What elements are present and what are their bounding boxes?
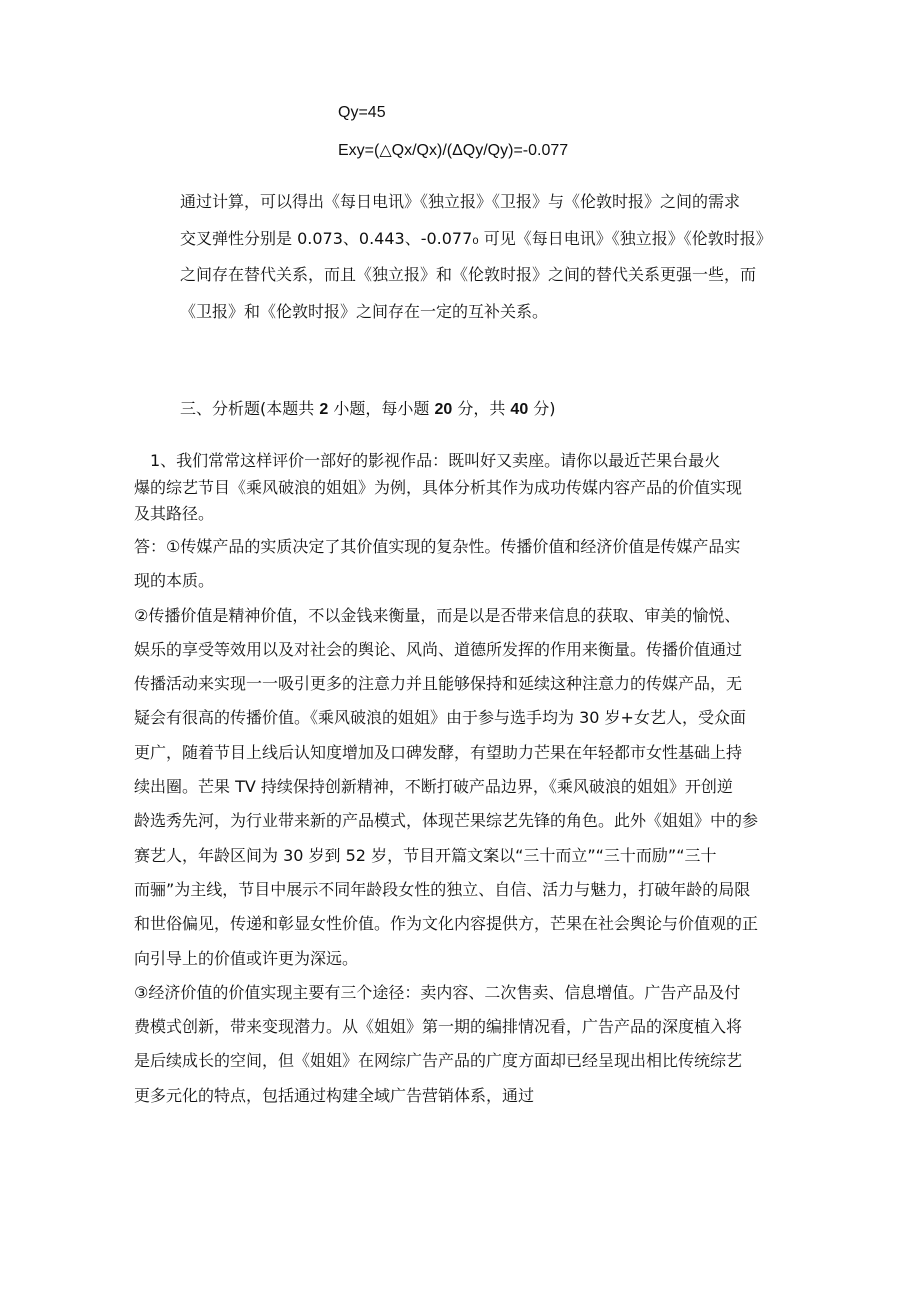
text-line: 1、我们常常这样评价一部好的影视作品：既叫好又卖座。请你以最近芒果台最火: [134, 451, 721, 470]
text-line: 现的本质。: [134, 571, 215, 591]
text-line: 及其路径。: [134, 504, 215, 523]
conclusion-paragraph: [180, 184, 820, 330]
heading-mid2: 分，共: [452, 399, 511, 418]
text-line: ③经济价值的价值实现主要有三个途径：卖内容、二次售卖、信息增值。广告产品及付: [134, 982, 741, 1002]
text-line: 传播活动来实现一一吸引更多的注意力并且能够保持和延续这种注意力的传媒产品，无: [134, 674, 743, 694]
text-line: 《卫报》和《伦敦时报》之间存在一定的互补关系。: [180, 301, 549, 321]
formula-qy: Qy=45: [338, 104, 386, 121]
text-line: 续出圈。芒果 TV 持续保持创新精神，不断打破产品边界，《乘风破浪的姐姐》开创逆: [134, 777, 733, 797]
heading-total: 40: [510, 401, 529, 418]
text-line: 赛艺人，年龄区间为 30 岁到 52 岁，节目开篇文案以“三十而立”“三十而励”“三十: [134, 845, 717, 865]
text-line: 答：①传媒产品的实质决定了其价值实现的复杂性。传播价值和经济价值是传媒产品实: [134, 537, 741, 556]
heading-count: 2: [319, 401, 329, 418]
text-line: 爆的综艺节目《乘风破浪的姐姐》为例，具体分析其作为成功传媒内容产品的价值实现: [134, 477, 743, 497]
answer-1: [134, 530, 814, 1113]
text-line: 之间存在替代关系，而且《独立报》和《伦敦时报》之间的替代关系更强一些，而: [180, 265, 757, 284]
question-1: [134, 448, 814, 528]
section-heading: [180, 398, 556, 421]
text-line: 更广，随着节目上线后认知度增加及口碑发酵，有望助力芒果在年轻都市女性基础上持: [134, 742, 743, 762]
text-line: 疑会有很高的传播价值。《乘风破浪的姐姐》由于参与选手均为 30 岁+女艺人，受众面: [134, 708, 746, 728]
text-line: 是后续成长的空间，但《姐姐》在网综广告产品的广度方面却已经呈现出相比传统综艺: [134, 1051, 743, 1071]
text-line: 费模式创新，带来变现潜力。从《姐姐》第一期的编排情况看，广告产品的深度植入将: [134, 1017, 743, 1037]
heading-suffix: 分): [528, 399, 556, 418]
heading-mid1: 小题，每小题: [328, 399, 435, 418]
text-line: 更多元化的特点，包括通过构建全域广告营销体系，通过: [134, 1085, 535, 1105]
text-line: 向引导上的价值或许更为深远。: [134, 948, 359, 968]
formula-exy: Exy=(△Qx/Qx)/(ΔQy/Qy)=-0.077: [338, 142, 569, 159]
text-line: ②传播价值是精神价值，不以金钱来衡量，而是以是否带来信息的获取、审美的愉悦、: [134, 605, 741, 625]
text-line: 和世俗偏见，传递和彰显女性价值。作为文化内容提供方，芒果在社会舆论与价值观的正: [134, 914, 759, 934]
text-line: 通过计算，可以得出《每日电讯》《独立报》《卫报》与《伦敦时报》之间的需求: [180, 192, 741, 211]
text-line: 交叉弹性分别是 0.073、0.443、-0.077₀ 可见《每日电讯》《独立报》《伦敦时报》: [180, 228, 772, 248]
text-line: 龄选秀先河，为行业带来新的产品模式，体现芒果综艺先锋的角色。此外《姐姐》中的参: [134, 811, 759, 831]
heading-each: 20: [434, 401, 453, 418]
text-line: 而骊”为主线，节目中展示不同年龄段女性的独立、自信、活力与魅力，打破年龄的局限: [134, 879, 751, 899]
heading-prefix: 三、分析题(本题共: [180, 399, 320, 418]
text-line: 娱乐的享受等效用以及对社会的舆论、风尚、道德所发挥的作用来衡量。传播价值通过: [134, 639, 743, 659]
